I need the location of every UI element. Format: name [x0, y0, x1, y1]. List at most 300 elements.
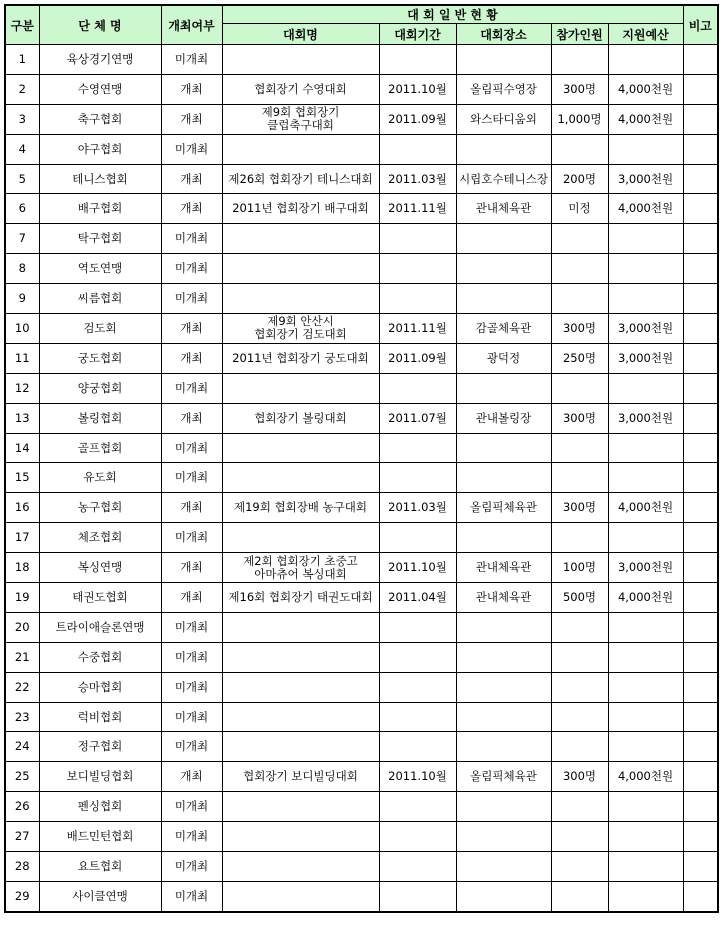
- cell-period: [379, 254, 456, 284]
- cell-venue: [456, 134, 551, 164]
- cell-period: 2011.10월: [379, 553, 456, 583]
- cell-org: 수중협회: [39, 642, 161, 672]
- cell-no: 24: [5, 732, 39, 762]
- cell-no: 27: [5, 822, 39, 852]
- cell-venue: 광덕정: [456, 343, 551, 373]
- header-status: 대 회 일 반 현 황: [222, 5, 683, 24]
- cell-org: 수영연맹: [39, 74, 161, 104]
- cell-note: [683, 702, 718, 732]
- cell-note: [683, 373, 718, 403]
- cell-no: 4: [5, 134, 39, 164]
- cell-budget: [608, 433, 683, 463]
- cell-participants: [551, 134, 608, 164]
- cell-org: 골프협회: [39, 433, 161, 463]
- cell-held: 미개최: [161, 134, 222, 164]
- cell-no: 20: [5, 612, 39, 642]
- cell-venue: [456, 224, 551, 254]
- cell-venue: 시립호수테니스장: [456, 164, 551, 194]
- cell-venue: 올림픽수영장: [456, 74, 551, 104]
- cell-period: 2011.11월: [379, 314, 456, 344]
- cell-budget: 4,000천원: [608, 104, 683, 134]
- cell-note: [683, 343, 718, 373]
- cell-budget: 4,000천원: [608, 194, 683, 224]
- cell-participants: [551, 463, 608, 493]
- cell-venue: [456, 881, 551, 911]
- cell-budget: [608, 373, 683, 403]
- cell-note: [683, 194, 718, 224]
- cell-period: 2011.09월: [379, 104, 456, 134]
- cell-name: [222, 373, 379, 403]
- cell-period: [379, 284, 456, 314]
- cell-venue: 감골체육관: [456, 314, 551, 344]
- cell-held: 개최: [161, 194, 222, 224]
- cell-participants: 500명: [551, 583, 608, 613]
- cell-name: [222, 224, 379, 254]
- cell-venue: [456, 672, 551, 702]
- cell-period: [379, 523, 456, 553]
- table-row: [5, 134, 718, 164]
- cell-venue: [456, 852, 551, 882]
- table-row: [5, 762, 718, 792]
- cell-participants: [551, 373, 608, 403]
- cell-period: 2011.11월: [379, 194, 456, 224]
- cell-budget: 4,000천원: [608, 583, 683, 613]
- table-row: [5, 224, 718, 254]
- cell-venue: [456, 702, 551, 732]
- cell-period: [379, 373, 456, 403]
- cell-participants: 200명: [551, 164, 608, 194]
- table-row: [5, 852, 718, 882]
- cell-no: 29: [5, 881, 39, 911]
- cell-no: 13: [5, 403, 39, 433]
- cell-org: 체조협회: [39, 523, 161, 553]
- cell-no: 16: [5, 493, 39, 523]
- cell-held: 미개최: [161, 642, 222, 672]
- cell-org: 볼링협회: [39, 403, 161, 433]
- cell-participants: 미정: [551, 194, 608, 224]
- cell-no: 11: [5, 343, 39, 373]
- cell-participants: [551, 45, 608, 75]
- cell-note: [683, 134, 718, 164]
- cell-name: [222, 134, 379, 164]
- cell-note: [683, 523, 718, 553]
- cell-venue: [456, 463, 551, 493]
- cell-held: 개최: [161, 104, 222, 134]
- cell-budget: [608, 642, 683, 672]
- cell-period: [379, 642, 456, 672]
- cell-org: 승마협회: [39, 672, 161, 702]
- cell-name: 협회장기 보디빌딩대회: [222, 762, 379, 792]
- header-period: 대회기간: [379, 24, 456, 45]
- cell-note: [683, 672, 718, 702]
- cell-venue: [456, 433, 551, 463]
- cell-budget: [608, 822, 683, 852]
- cell-name: [222, 822, 379, 852]
- cell-org: 역도연맹: [39, 254, 161, 284]
- table-row: [5, 284, 718, 314]
- cell-no: 10: [5, 314, 39, 344]
- cell-participants: [551, 792, 608, 822]
- cell-held: 미개최: [161, 373, 222, 403]
- cell-note: [683, 314, 718, 344]
- cell-no: 12: [5, 373, 39, 403]
- cell-org: 육상경기연맹: [39, 45, 161, 75]
- cell-venue: [456, 45, 551, 75]
- cell-venue: 관내체육관: [456, 583, 551, 613]
- cell-venue: 와스타디움외: [456, 104, 551, 134]
- cell-held: 미개최: [161, 254, 222, 284]
- cell-no: 5: [5, 164, 39, 194]
- header-note: 비고: [683, 5, 718, 45]
- cell-held: 미개최: [161, 732, 222, 762]
- cell-budget: [608, 672, 683, 702]
- header-budget: 지원예산: [608, 24, 683, 45]
- cell-note: [683, 553, 718, 583]
- table-row: [5, 254, 718, 284]
- cell-period: [379, 134, 456, 164]
- table-row: [5, 463, 718, 493]
- cell-participants: 250명: [551, 343, 608, 373]
- cell-held: 미개최: [161, 523, 222, 553]
- cell-participants: [551, 284, 608, 314]
- cell-budget: [608, 45, 683, 75]
- table-body: [5, 45, 718, 912]
- cell-name: 협회장기 수영대회: [222, 74, 379, 104]
- cell-org: 궁도협회: [39, 343, 161, 373]
- cell-org: 탁구협회: [39, 224, 161, 254]
- cell-venue: [456, 284, 551, 314]
- cell-participants: [551, 732, 608, 762]
- cell-org: 테니스협회: [39, 164, 161, 194]
- cell-name: 제9회 안산시 협회장기 검도대회: [222, 314, 379, 344]
- table-row: [5, 104, 718, 134]
- cell-name: [222, 463, 379, 493]
- cell-budget: [608, 732, 683, 762]
- cell-note: [683, 852, 718, 882]
- cell-venue: [456, 642, 551, 672]
- cell-held: 미개최: [161, 702, 222, 732]
- cell-held: 미개최: [161, 881, 222, 911]
- cell-venue: 올림픽체육관: [456, 762, 551, 792]
- cell-held: 미개최: [161, 284, 222, 314]
- cell-budget: [608, 463, 683, 493]
- cell-venue: [456, 373, 551, 403]
- cell-org: 트라이애슬론연맹: [39, 612, 161, 642]
- cell-org: 요트협회: [39, 852, 161, 882]
- cell-participants: [551, 433, 608, 463]
- table-row: [5, 74, 718, 104]
- cell-note: [683, 583, 718, 613]
- cell-no: 18: [5, 553, 39, 583]
- cell-no: 6: [5, 194, 39, 224]
- cell-note: [683, 45, 718, 75]
- cell-note: [683, 792, 718, 822]
- cell-budget: 3,000천원: [608, 553, 683, 583]
- cell-participants: 300명: [551, 314, 608, 344]
- cell-note: [683, 822, 718, 852]
- cell-org: 양궁협회: [39, 373, 161, 403]
- cell-note: [683, 642, 718, 672]
- cell-venue: [456, 792, 551, 822]
- cell-participants: [551, 852, 608, 882]
- table-row: [5, 523, 718, 553]
- table-row: [5, 164, 718, 194]
- cell-budget: [608, 523, 683, 553]
- cell-participants: [551, 254, 608, 284]
- cell-period: [379, 45, 456, 75]
- table-row: [5, 881, 718, 911]
- cell-period: 2011.03월: [379, 164, 456, 194]
- header-row-top: [5, 5, 718, 24]
- cell-note: [683, 881, 718, 911]
- cell-name: 협회장기 볼링대회: [222, 403, 379, 433]
- table-row: [5, 702, 718, 732]
- cell-note: [683, 493, 718, 523]
- cell-org: 정구협회: [39, 732, 161, 762]
- cell-period: 2011.03월: [379, 493, 456, 523]
- cell-org: 펜싱협회: [39, 792, 161, 822]
- cell-note: [683, 403, 718, 433]
- cell-period: [379, 702, 456, 732]
- cell-participants: [551, 881, 608, 911]
- cell-venue: [456, 523, 551, 553]
- cell-org: 검도회: [39, 314, 161, 344]
- cell-budget: [608, 134, 683, 164]
- cell-org: 태권도협회: [39, 583, 161, 613]
- cell-name: 제26회 협회장기 테니스대회: [222, 164, 379, 194]
- cell-name: [222, 254, 379, 284]
- cell-no: 9: [5, 284, 39, 314]
- cell-held: 미개최: [161, 852, 222, 882]
- cell-participants: [551, 523, 608, 553]
- cell-venue: 관내볼링장: [456, 403, 551, 433]
- cell-name: 제2회 협회장기 초중고 아마츄어 복싱대회: [222, 553, 379, 583]
- cell-name: [222, 433, 379, 463]
- cell-no: 1: [5, 45, 39, 75]
- cell-name: [222, 792, 379, 822]
- cell-no: 17: [5, 523, 39, 553]
- cell-held: 미개최: [161, 822, 222, 852]
- cell-budget: [608, 881, 683, 911]
- table-row: [5, 194, 718, 224]
- cell-venue: 관내체육관: [456, 194, 551, 224]
- cell-note: [683, 463, 718, 493]
- cell-participants: 300명: [551, 403, 608, 433]
- cell-budget: 4,000천원: [608, 74, 683, 104]
- cell-held: 개최: [161, 493, 222, 523]
- cell-name: [222, 732, 379, 762]
- cell-budget: [608, 224, 683, 254]
- cell-name: [222, 642, 379, 672]
- cell-org: 사이클연맹: [39, 881, 161, 911]
- cell-participants: [551, 612, 608, 642]
- cell-no: 7: [5, 224, 39, 254]
- table-row: [5, 612, 718, 642]
- cell-name: 제9회 협회장기 클럽축구대회: [222, 104, 379, 134]
- cell-note: [683, 284, 718, 314]
- cell-no: 26: [5, 792, 39, 822]
- cell-budget: [608, 284, 683, 314]
- cell-no: 19: [5, 583, 39, 613]
- cell-participants: 300명: [551, 762, 608, 792]
- cell-budget: 3,000천원: [608, 343, 683, 373]
- table-row: [5, 45, 718, 75]
- table-row: [5, 642, 718, 672]
- cell-period: 2011.09월: [379, 343, 456, 373]
- cell-no: 25: [5, 762, 39, 792]
- cell-period: [379, 672, 456, 702]
- cell-org: 보디빌딩협회: [39, 762, 161, 792]
- cell-no: 14: [5, 433, 39, 463]
- cell-held: 개최: [161, 164, 222, 194]
- cell-name: 제16회 협회장기 태권도대회: [222, 583, 379, 613]
- cell-budget: 4,000천원: [608, 762, 683, 792]
- cell-org: 축구협회: [39, 104, 161, 134]
- cell-org: 럭비협회: [39, 702, 161, 732]
- cell-participants: [551, 672, 608, 702]
- cell-venue: [456, 254, 551, 284]
- cell-name: [222, 523, 379, 553]
- cell-org: 배구협회: [39, 194, 161, 224]
- cell-no: 2: [5, 74, 39, 104]
- cell-held: 개최: [161, 403, 222, 433]
- cell-budget: 3,000천원: [608, 403, 683, 433]
- header-no: 구분: [5, 5, 39, 45]
- cell-participants: [551, 642, 608, 672]
- cell-no: 23: [5, 702, 39, 732]
- cell-note: [683, 254, 718, 284]
- cell-note: [683, 762, 718, 792]
- cell-period: [379, 463, 456, 493]
- cell-period: [379, 433, 456, 463]
- header-org: 단 체 명: [39, 5, 161, 45]
- cell-org: 복싱연맹: [39, 553, 161, 583]
- table-row: [5, 403, 718, 433]
- cell-budget: [608, 792, 683, 822]
- cell-held: 미개최: [161, 672, 222, 702]
- cell-period: [379, 732, 456, 762]
- cell-venue: [456, 822, 551, 852]
- cell-held: 개최: [161, 343, 222, 373]
- cell-held: 미개최: [161, 433, 222, 463]
- cell-participants: [551, 822, 608, 852]
- cell-period: [379, 881, 456, 911]
- cell-participants: [551, 224, 608, 254]
- cell-participants: 1,000명: [551, 104, 608, 134]
- cell-no: 22: [5, 672, 39, 702]
- cell-org: 야구협회: [39, 134, 161, 164]
- cell-org: 농구협회: [39, 493, 161, 523]
- cell-budget: [608, 702, 683, 732]
- cell-name: [222, 702, 379, 732]
- table-row: [5, 314, 718, 344]
- cell-period: 2011.10월: [379, 74, 456, 104]
- header-participants: 참가인원: [551, 24, 608, 45]
- table-row: [5, 343, 718, 373]
- cell-org: 씨름협회: [39, 284, 161, 314]
- cell-no: 21: [5, 642, 39, 672]
- cell-venue: [456, 732, 551, 762]
- cell-period: 2011.10월: [379, 762, 456, 792]
- table-row: [5, 433, 718, 463]
- cell-no: 28: [5, 852, 39, 882]
- cell-note: [683, 612, 718, 642]
- cell-no: 8: [5, 254, 39, 284]
- cell-note: [683, 104, 718, 134]
- cell-budget: 4,000천원: [608, 493, 683, 523]
- cell-period: 2011.04월: [379, 583, 456, 613]
- cell-held: 미개최: [161, 224, 222, 254]
- cell-held: 미개최: [161, 463, 222, 493]
- cell-budget: [608, 612, 683, 642]
- cell-note: [683, 164, 718, 194]
- cell-participants: 100명: [551, 553, 608, 583]
- cell-budget: [608, 852, 683, 882]
- cell-org: 배드민턴협회: [39, 822, 161, 852]
- table-row: [5, 553, 718, 583]
- cell-participants: 300명: [551, 493, 608, 523]
- cell-period: [379, 224, 456, 254]
- cell-period: [379, 822, 456, 852]
- cell-held: 미개최: [161, 792, 222, 822]
- cell-name: [222, 45, 379, 75]
- header-name: 대회명: [222, 24, 379, 45]
- header-venue: 대회장소: [456, 24, 551, 45]
- cell-note: [683, 732, 718, 762]
- cell-venue: 관내체육관: [456, 553, 551, 583]
- cell-org: 유도회: [39, 463, 161, 493]
- table-row: [5, 493, 718, 523]
- table-row: [5, 373, 718, 403]
- cell-budget: 3,000천원: [608, 314, 683, 344]
- cell-no: 3: [5, 104, 39, 134]
- cell-held: 개최: [161, 553, 222, 583]
- cell-held: 개최: [161, 314, 222, 344]
- cell-venue: [456, 612, 551, 642]
- cell-held: 개최: [161, 762, 222, 792]
- cell-name: 2011년 협회장기 배구대회: [222, 194, 379, 224]
- cell-period: [379, 792, 456, 822]
- table-row: [5, 583, 718, 613]
- cell-name: [222, 672, 379, 702]
- cell-name: [222, 881, 379, 911]
- cell-name: [222, 284, 379, 314]
- cell-period: [379, 852, 456, 882]
- cell-venue: 올림픽체육관: [456, 493, 551, 523]
- cell-period: [379, 612, 456, 642]
- cell-held: 미개최: [161, 45, 222, 75]
- cell-note: [683, 433, 718, 463]
- cell-name: 2011년 협회장기 궁도대회: [222, 343, 379, 373]
- cell-name: 제19회 협회장배 농구대회: [222, 493, 379, 523]
- cell-participants: [551, 702, 608, 732]
- cell-budget: [608, 254, 683, 284]
- table-row: [5, 732, 718, 762]
- cell-held: 미개최: [161, 612, 222, 642]
- header-held: 개최여부: [161, 5, 222, 45]
- table-row: [5, 672, 718, 702]
- cell-held: 개최: [161, 583, 222, 613]
- cell-name: [222, 852, 379, 882]
- cell-participants: 300명: [551, 74, 608, 104]
- cell-no: 15: [5, 463, 39, 493]
- cell-held: 개최: [161, 74, 222, 104]
- table-row: [5, 822, 718, 852]
- cell-budget: 3,000천원: [608, 164, 683, 194]
- cell-name: [222, 612, 379, 642]
- cell-note: [683, 224, 718, 254]
- competition-status-table: [4, 4, 719, 913]
